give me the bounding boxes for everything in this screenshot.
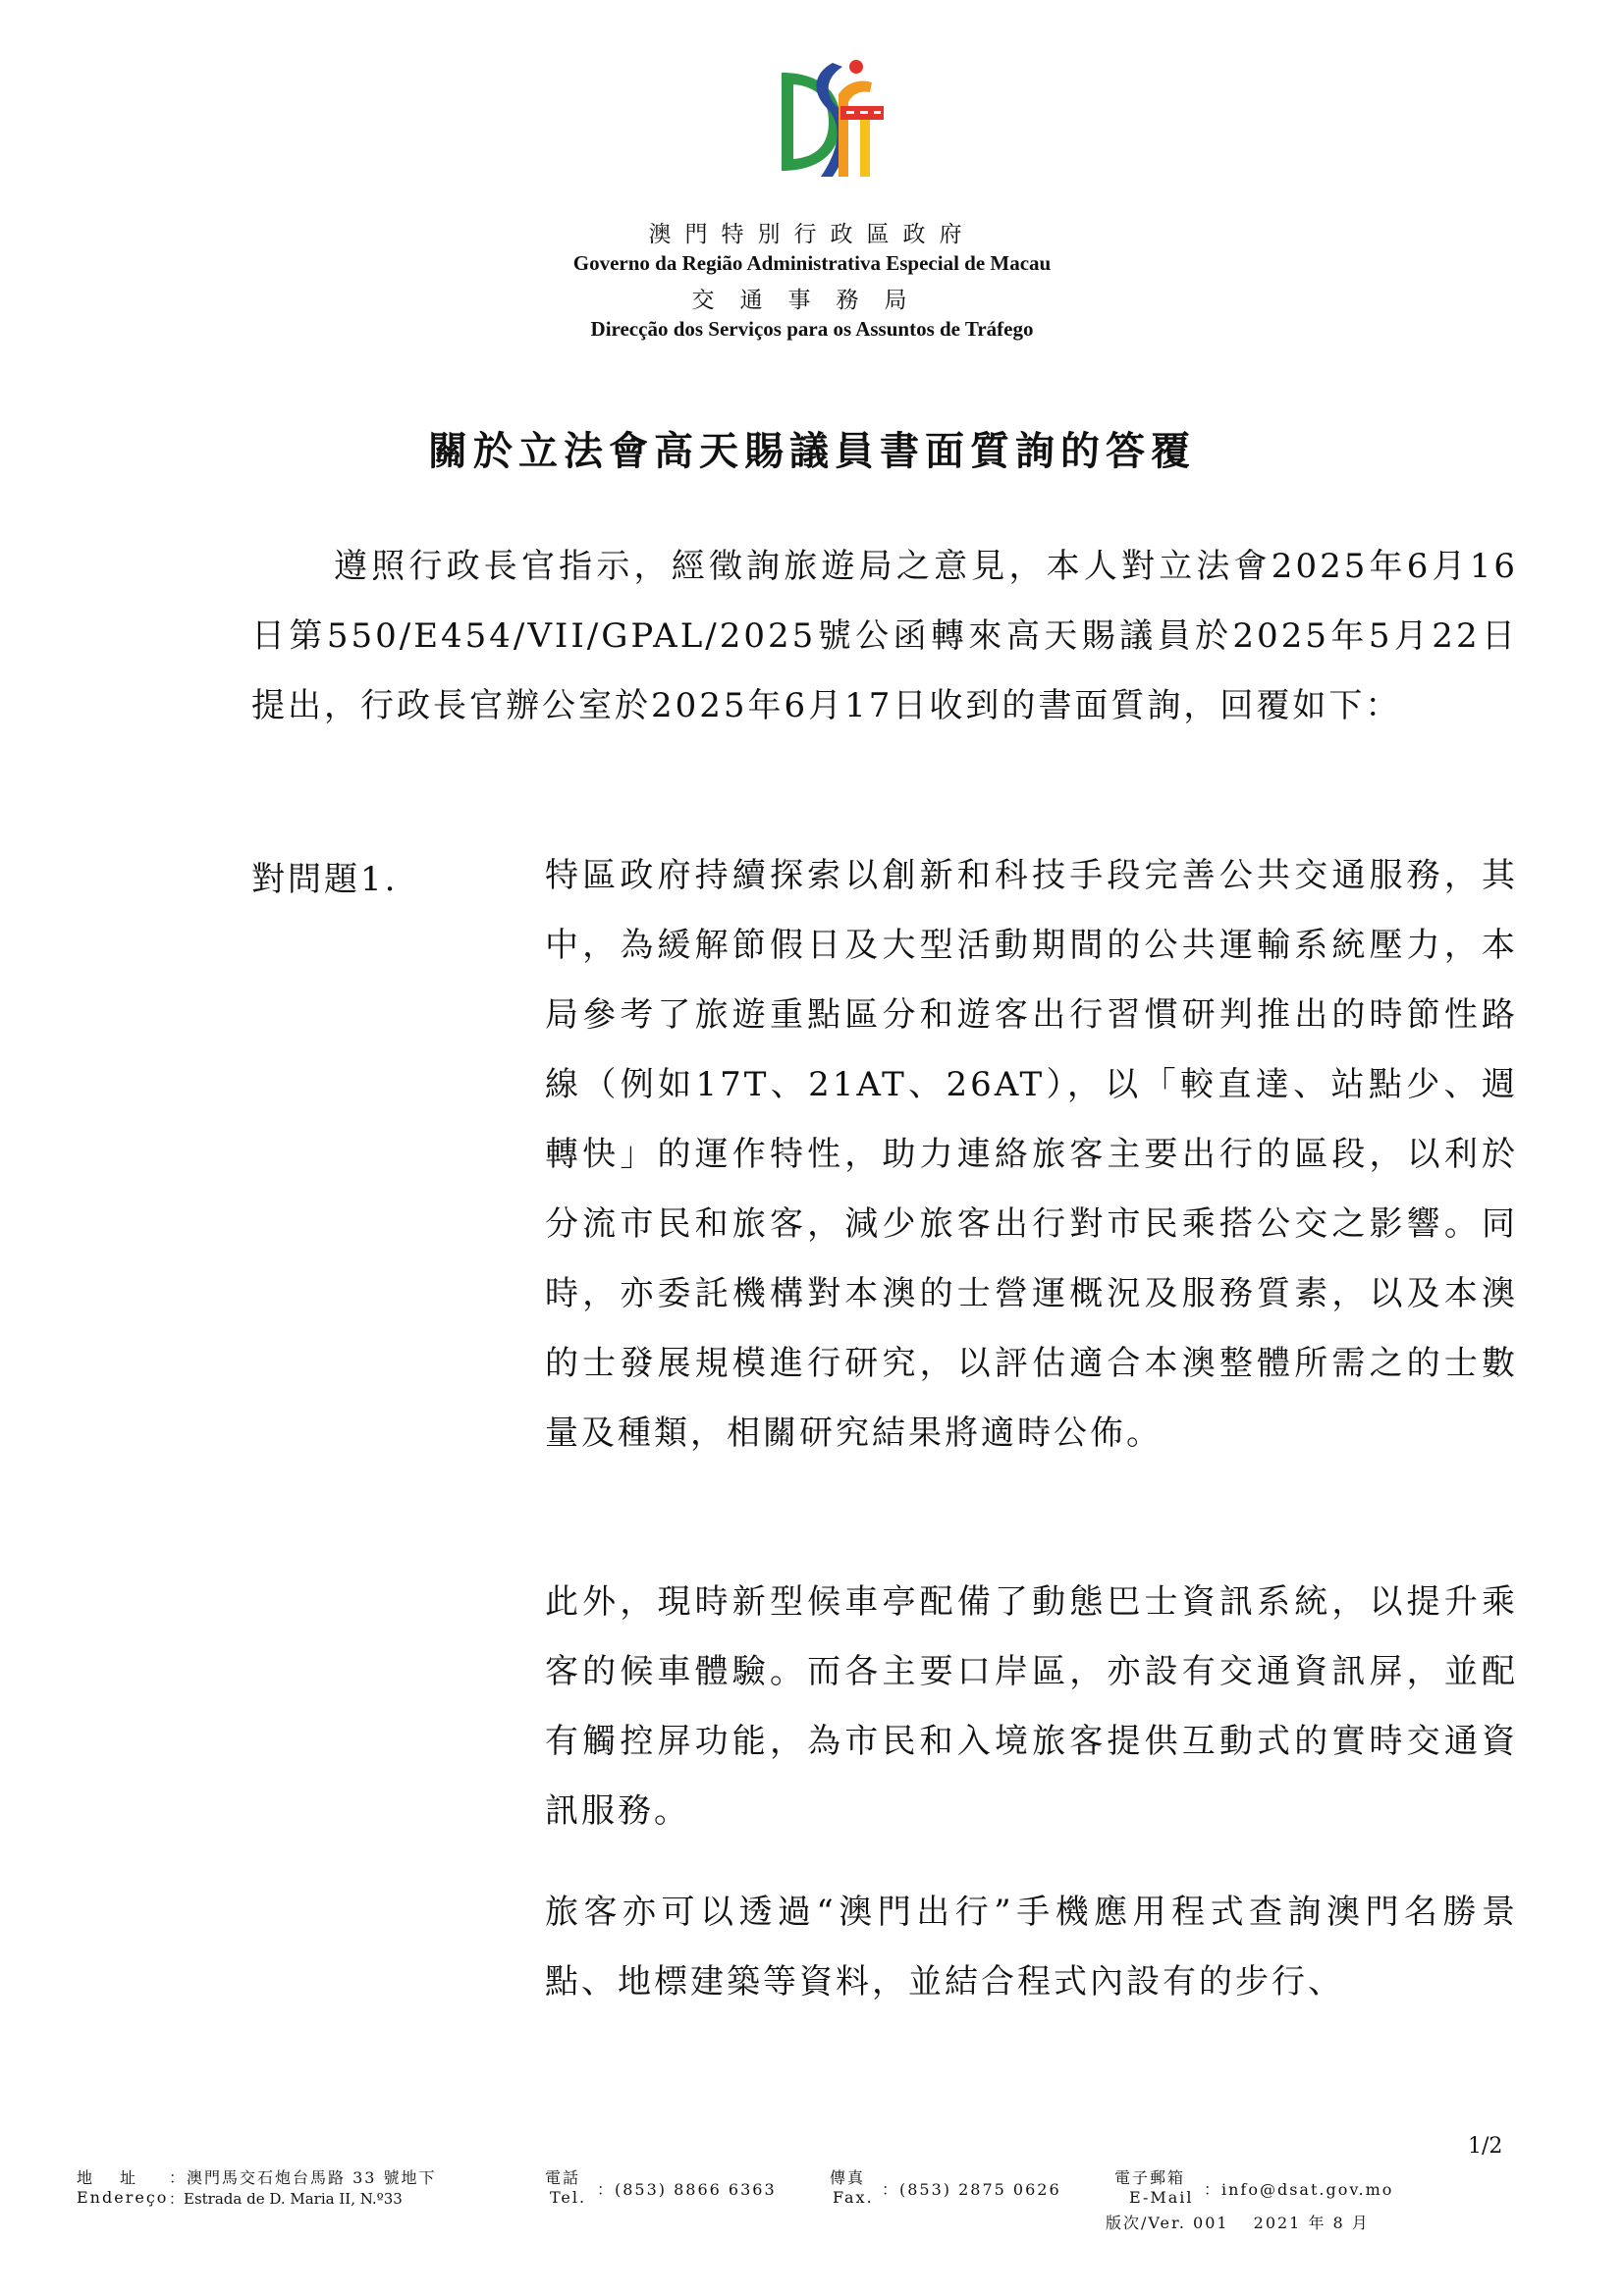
footer-email-label-zh: 電子郵箱 <box>1114 2168 1186 2187</box>
footer-fax-label-zh: 傳真 <box>830 2168 866 2187</box>
logo-d-shape <box>782 73 840 171</box>
footer-tel-label-pt: Tel. <box>550 2188 587 2207</box>
footer-tel-label-zh: 電話 <box>545 2168 581 2187</box>
footer-tel: ：(853) 8866 6363 <box>597 2180 777 2199</box>
footer-address-zh: ：澳門馬交石炮台馬路 33 號地下 <box>169 2168 437 2187</box>
logo-t-stem <box>860 120 870 177</box>
question-label: 對問題1. <box>251 860 399 899</box>
answer-paragraph-3: 旅客亦可以透過“澳門出行”手機應用程式查詢澳門名勝景點、地標建築等資料，並結合程式內設有的步行、 <box>545 1893 1518 2002</box>
intro-paragraph: 遵照行政長官指示，經徵詢旅遊局之意見，本人對立法會2025年6月16日第550/E454/VII/GPAL/2025號公函轉來高天賜議員於2025年5月22日提出，行政長官辦公室於2025年6月17日收到的書面質詢，回覆如下： <box>251 547 1518 725</box>
footer-address-pt: ：Estrada de D. Maria II, N.º33 <box>169 2190 403 2208</box>
logo-dot <box>849 60 863 74</box>
answer-paragraph-2: 此外，現時新型候車亭配備了動態巴士資訊系統，以提升乘客的候車體驗。而各主要口岸區，亦設有交通資訊屏，並配有觸控屏功能，為市民和入境旅客提供互動式的實時交通資訊服務。 <box>545 1582 1518 1831</box>
footer-address-label-zh: 地 址 <box>77 2168 142 2187</box>
footer-version: 版次/Ver. 001 2021 年 8 月 <box>1106 2214 1370 2232</box>
footer-email: ：info@dsat.gov.mo <box>1204 2180 1394 2199</box>
page-number: 1/2 <box>1468 2134 1503 2159</box>
document-title: 關於立法會高天賜議員書面質詢的答覆 <box>428 428 1196 474</box>
dsat-logo <box>764 55 890 183</box>
footer-email-label-pt: E-Mail <box>1129 2188 1194 2207</box>
government-name-zh: 澳門特別行政區政府 <box>648 222 976 247</box>
department-name-zh: 交通事務局 <box>691 288 933 313</box>
footer-fax: ：(853) 2875 0626 <box>882 2180 1061 2199</box>
answer-paragraph-1: 特區政府持續探索以創新和科技手段完善公共交通服務，其中，為緩解節假日及大型活動期間的公共運輸系統壓力，本局參考了旅遊重點區分和遊客出行習慣研判推出的時節性路線（例如17T、21AT、26AT），以「較直達、站點少、週轉快」的運作特性，助力連絡旅客主要出行的區段，以利於分流市民和旅客，減少旅客出行對市民乘搭公交之影響。同時，亦委託機構對本澳的士營運概況及服務質素，以及本澳的士發展規模進行研究，以評估適合本澳整體所需之的士數量及種類，相關研究結果將適時公佈。 <box>545 856 1518 1453</box>
footer-address-label-pt: Endereço <box>77 2188 169 2207</box>
government-name-pt: Governo da Região Administrativa Especial de Macau <box>572 251 1052 275</box>
footer-fax-label-pt: Fax. <box>833 2188 874 2207</box>
department-name-pt: Direcção dos Serviços para os Assuntos de Tráfego <box>590 317 1034 341</box>
